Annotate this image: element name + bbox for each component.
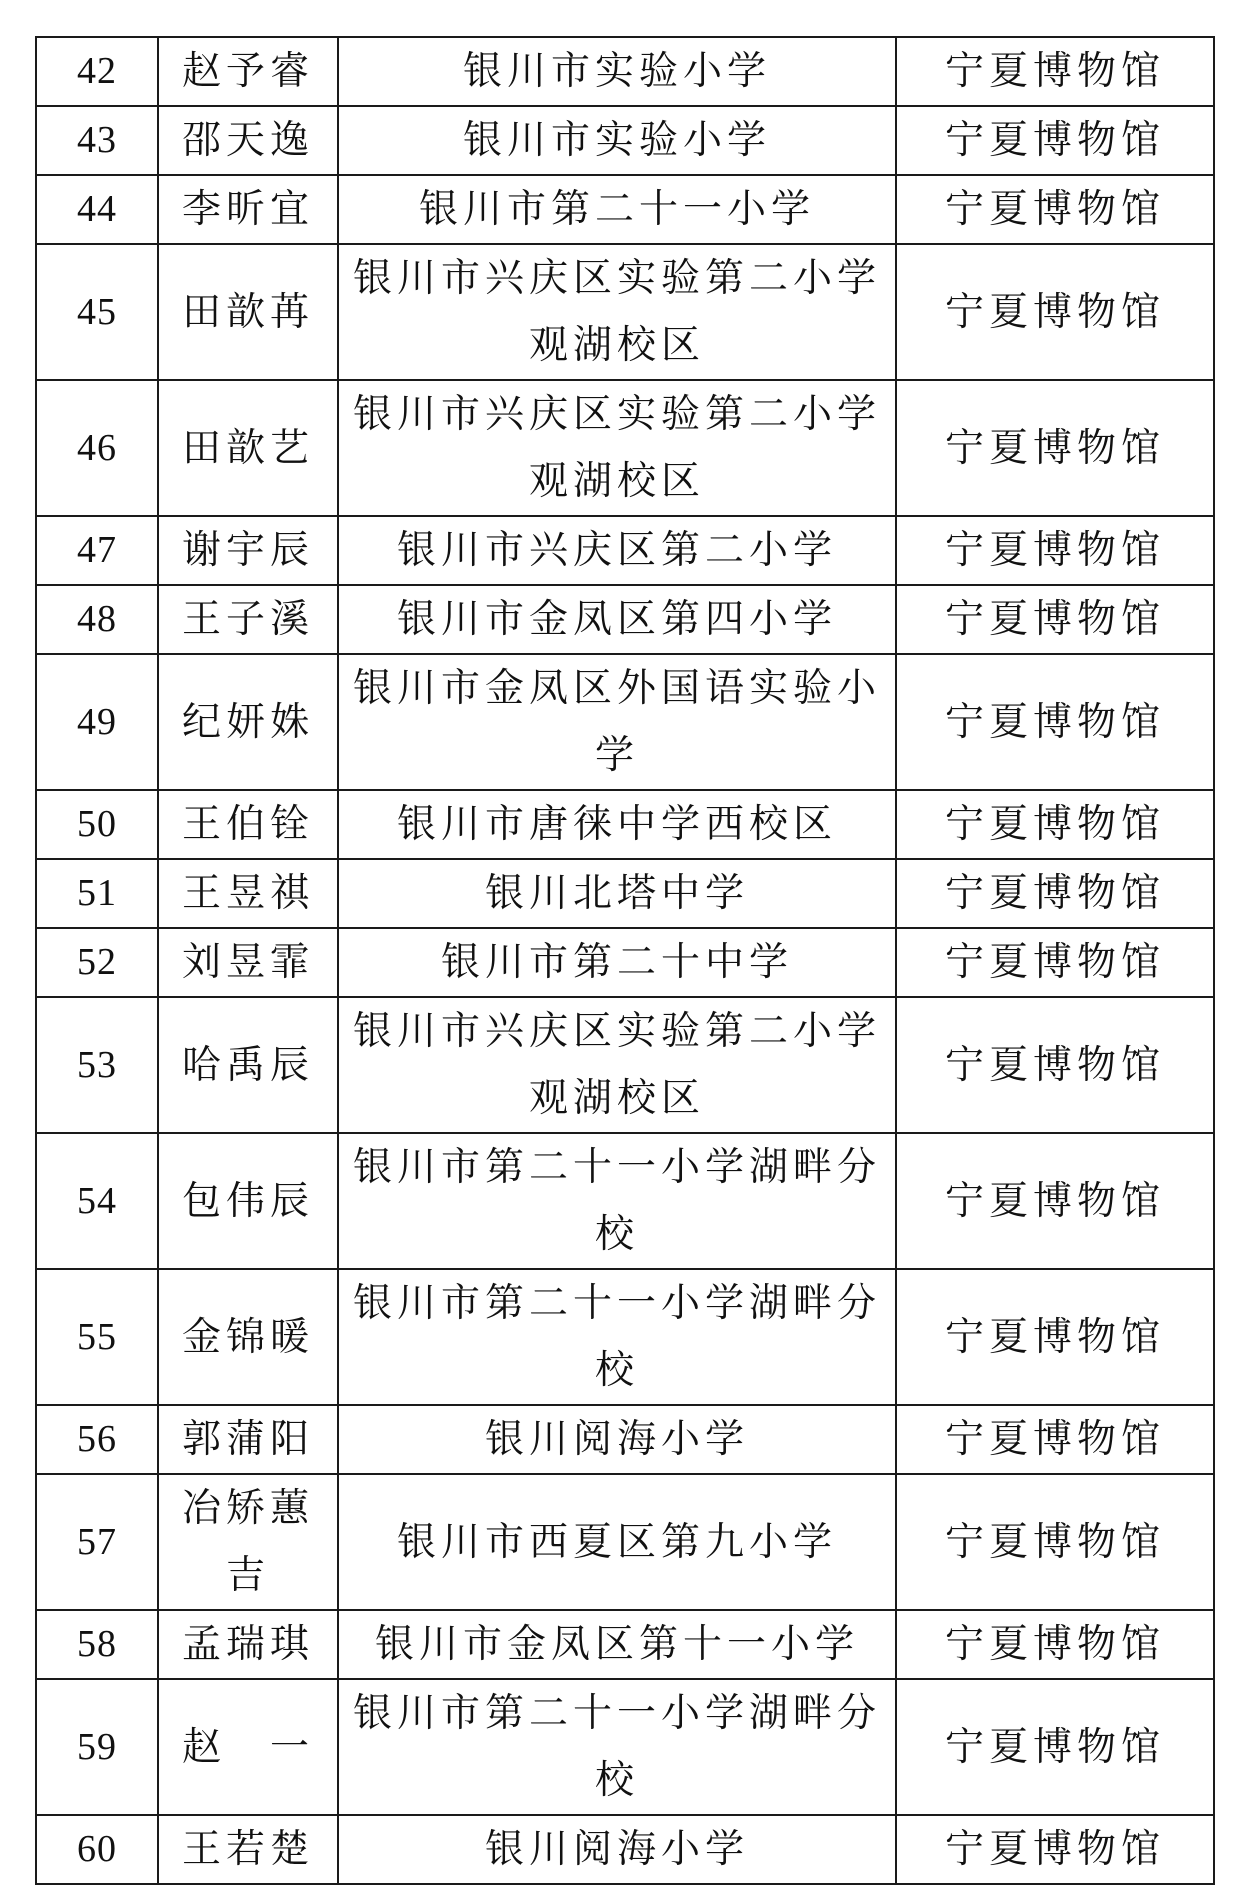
table-row [36, 244, 1214, 380]
cell-number: 59 [36, 1679, 158, 1815]
cell-number: 57 [36, 1474, 158, 1610]
cell-name: 赵予睿 [158, 37, 338, 106]
cell-name: 田歆苒 [158, 244, 338, 380]
table-row [36, 516, 1214, 585]
cell-school: 银川市金凤区外国语实验小学 [338, 654, 896, 790]
cell-name: 李昕宜 [158, 175, 338, 244]
table-row [36, 106, 1214, 175]
cell-number: 45 [36, 244, 158, 380]
cell-venue: 宁夏博物馆 [896, 859, 1214, 928]
cell-school: 银川市实验小学 [338, 37, 896, 106]
cell-school: 银川市第二十一小学湖畔分校 [338, 1269, 896, 1405]
cell-venue: 宁夏博物馆 [896, 175, 1214, 244]
cell-name: 刘昱霏 [158, 928, 338, 997]
cell-name: 田歆艺 [158, 380, 338, 516]
cell-school: 银川市实验小学 [338, 106, 896, 175]
cell-name: 王子溪 [158, 585, 338, 654]
cell-school: 银川北塔中学 [338, 859, 896, 928]
cell-number: 47 [36, 516, 158, 585]
cell-venue: 宁夏博物馆 [896, 1133, 1214, 1269]
table-row [36, 1679, 1214, 1815]
cell-school: 银川市第二十一小学湖畔分校 [338, 1679, 896, 1815]
table-row [36, 1405, 1214, 1474]
cell-name: 赵 一 [158, 1679, 338, 1815]
cell-venue: 宁夏博物馆 [896, 997, 1214, 1133]
cell-venue: 宁夏博物馆 [896, 1679, 1214, 1815]
cell-venue: 宁夏博物馆 [896, 928, 1214, 997]
cell-venue: 宁夏博物馆 [896, 106, 1214, 175]
cell-number: 53 [36, 997, 158, 1133]
roster-table [35, 36, 1215, 1885]
cell-school: 银川市唐徕中学西校区 [338, 790, 896, 859]
table-row [36, 859, 1214, 928]
table-row [36, 1815, 1214, 1884]
cell-number: 52 [36, 928, 158, 997]
table-row [36, 1474, 1214, 1610]
cell-name: 哈禹辰 [158, 997, 338, 1133]
table-row [36, 1269, 1214, 1405]
cell-number: 46 [36, 380, 158, 516]
cell-school: 银川市第二十一小学 [338, 175, 896, 244]
cell-venue: 宁夏博物馆 [896, 1610, 1214, 1679]
cell-venue: 宁夏博物馆 [896, 654, 1214, 790]
table-row [36, 585, 1214, 654]
cell-venue: 宁夏博物馆 [896, 244, 1214, 380]
cell-name: 谢宇辰 [158, 516, 338, 585]
table-row [36, 928, 1214, 997]
table-row [36, 997, 1214, 1133]
cell-name: 郭蒲阳 [158, 1405, 338, 1474]
cell-number: 50 [36, 790, 158, 859]
cell-venue: 宁夏博物馆 [896, 790, 1214, 859]
cell-school: 银川市兴庆区实验第二小学观湖校区 [338, 997, 896, 1133]
cell-venue: 宁夏博物馆 [896, 1405, 1214, 1474]
cell-number: 42 [36, 37, 158, 106]
cell-name: 包伟辰 [158, 1133, 338, 1269]
cell-name: 王伯铨 [158, 790, 338, 859]
roster-body [36, 37, 1214, 1884]
cell-name: 邵天逸 [158, 106, 338, 175]
cell-venue: 宁夏博物馆 [896, 37, 1214, 106]
table-row [36, 654, 1214, 790]
table-row [36, 1133, 1214, 1269]
table-row [36, 790, 1214, 859]
cell-school: 银川市第二十中学 [338, 928, 896, 997]
table-row [36, 175, 1214, 244]
cell-venue: 宁夏博物馆 [896, 516, 1214, 585]
cell-school: 银川市第二十一小学湖畔分校 [338, 1133, 896, 1269]
cell-venue: 宁夏博物馆 [896, 1269, 1214, 1405]
cell-school: 银川市兴庆区第二小学 [338, 516, 896, 585]
cell-venue: 宁夏博物馆 [896, 1815, 1214, 1884]
table-row [36, 380, 1214, 516]
cell-school: 银川市金凤区第十一小学 [338, 1610, 896, 1679]
cell-number: 58 [36, 1610, 158, 1679]
cell-venue: 宁夏博物馆 [896, 1474, 1214, 1610]
cell-number: 54 [36, 1133, 158, 1269]
cell-school: 银川市金凤区第四小学 [338, 585, 896, 654]
cell-name: 王若楚 [158, 1815, 338, 1884]
table-row [36, 37, 1214, 106]
cell-number: 49 [36, 654, 158, 790]
cell-name: 王昱祺 [158, 859, 338, 928]
cell-number: 44 [36, 175, 158, 244]
cell-name: 冶矫蕙吉 [158, 1474, 338, 1610]
cell-number: 48 [36, 585, 158, 654]
cell-school: 银川阅海小学 [338, 1405, 896, 1474]
cell-school: 银川市兴庆区实验第二小学观湖校区 [338, 380, 896, 516]
cell-number: 56 [36, 1405, 158, 1474]
cell-venue: 宁夏博物馆 [896, 380, 1214, 516]
cell-number: 55 [36, 1269, 158, 1405]
cell-school: 银川阅海小学 [338, 1815, 896, 1884]
table-row [36, 1610, 1214, 1679]
cell-name: 纪妍姝 [158, 654, 338, 790]
cell-number: 43 [36, 106, 158, 175]
cell-venue: 宁夏博物馆 [896, 585, 1214, 654]
cell-name: 孟瑞琪 [158, 1610, 338, 1679]
cell-name: 金锦暖 [158, 1269, 338, 1405]
cell-number: 51 [36, 859, 158, 928]
cell-school: 银川市兴庆区实验第二小学观湖校区 [338, 244, 896, 380]
cell-school: 银川市西夏区第九小学 [338, 1474, 896, 1610]
cell-number: 60 [36, 1815, 158, 1884]
